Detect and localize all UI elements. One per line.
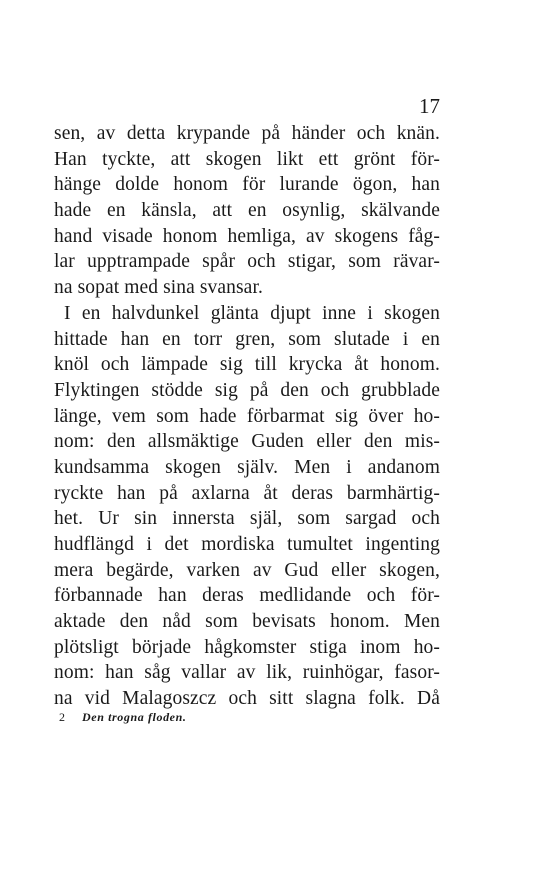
text-line: nom: han såg vallar av lik, ruinhögar, fasor-	[54, 662, 440, 684]
signature-number: 2	[59, 710, 65, 724]
signature-title: Den trogna floden.	[82, 710, 187, 724]
text-line: förbannade han deras medlidande och för-	[54, 585, 440, 607]
text-line: I en halvdunkel glänta djupt inne i skogen	[64, 302, 440, 324]
text-line: Flyktingen stödde sig på den och grubblade	[54, 379, 440, 401]
text-line: knöl och lämpade sig till krycka åt honom.	[54, 354, 440, 376]
body-text	[54, 121, 440, 712]
signature-footer	[59, 709, 186, 725]
text-line: sen, av detta krypande på händer och knän.	[54, 123, 440, 144]
text-line: hand visade honom hemliga, av skogens fåg-	[54, 225, 440, 247]
text-line: na vid Malagoszcz och sitt slagna folk. Då	[54, 688, 440, 710]
text-line: nom: den allsmäktige Guden eller den mis-	[54, 431, 440, 453]
text-line: Han tyckte, att skogen likt ett grönt för-	[54, 148, 440, 170]
text-line: na sopat med sina svansar.	[54, 277, 263, 299]
text-line: kundsamma skogen själv. Men i andanom	[54, 456, 440, 478]
text-line: plötsligt började hågkomster stiga inom ho-	[54, 636, 440, 658]
text-line: het. Ur sin innersta själ, som sargad och	[54, 508, 440, 530]
text-line: mera begärde, varken av Gud eller skogen,	[54, 559, 440, 581]
text-line: hittade han en torr gren, som slutade i en	[54, 328, 440, 350]
text-line: länge, vem som hade förbarmat sig över ho-	[54, 405, 440, 427]
text-line: hudflängd i det mordiska tumultet ingenting	[54, 534, 440, 555]
text-line: aktade den nåd som bevisats honom. Men	[54, 611, 440, 633]
text-line: hänge dolde honom för lurande ögon, han	[54, 174, 440, 196]
page-number: 17	[419, 94, 440, 118]
text-line: lar upptrampade spår och stigar, som rävar-	[54, 251, 440, 273]
text-line: ryckte han på axlarna åt deras barmhärtig-	[54, 482, 440, 504]
text-line: hade en känsla, att en osynlig, skälvande	[54, 200, 440, 222]
